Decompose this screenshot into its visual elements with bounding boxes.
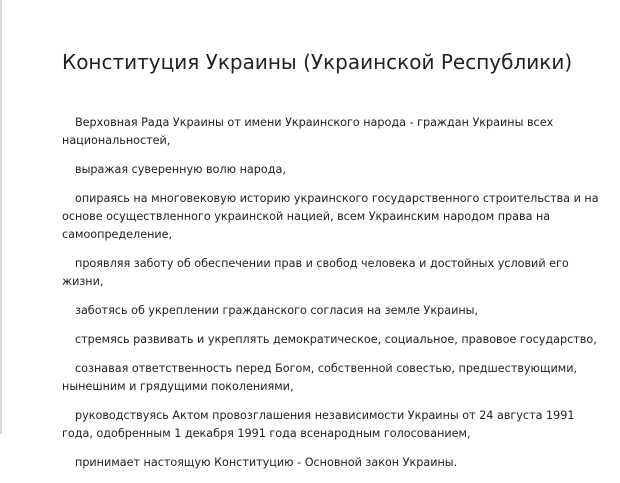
paragraph-2: выражая суверенную волю народа, [75, 163, 286, 176]
paragraph-4: проявляя заботу об обеспечении прав и свобод человека и достойных условий его жизни, [62, 257, 569, 288]
paragraph-8: руководствуясь Актом провозглашения независимости Украины от 24 августа 1991 года, одобренным 1 декабря 1991 года всенародным голосованием, [62, 409, 575, 440]
page-left-edge [0, 0, 2, 434]
paragraph-7: сознавая ответственность перед Богом, собственной совестью, предшествующими, нынешним и грядущими поколениями, [62, 362, 578, 393]
paragraph-3: опираясь на многовековую историю украинского государственного строительства и на основе осуществленного украинской нацией, всем Украинским народом права на самоопределение, [62, 192, 599, 241]
paragraph-6: стремясь развивать и укреплять демократическое, социальное, правовое государство, [75, 333, 597, 346]
paragraph-5: заботясь об укреплении гражданского согласия на земле Украины, [75, 304, 479, 317]
document-body [62, 114, 602, 483]
paragraph-1: Верховная Рада Украины от имени Украинского народа - граждан Украины всех национальностей, [62, 116, 554, 147]
document-title: Конституция Украины (Украинской Республики) [62, 50, 573, 74]
paragraph-9: принимает настоящую Конституцию - Основной закон Украины. [75, 456, 458, 469]
